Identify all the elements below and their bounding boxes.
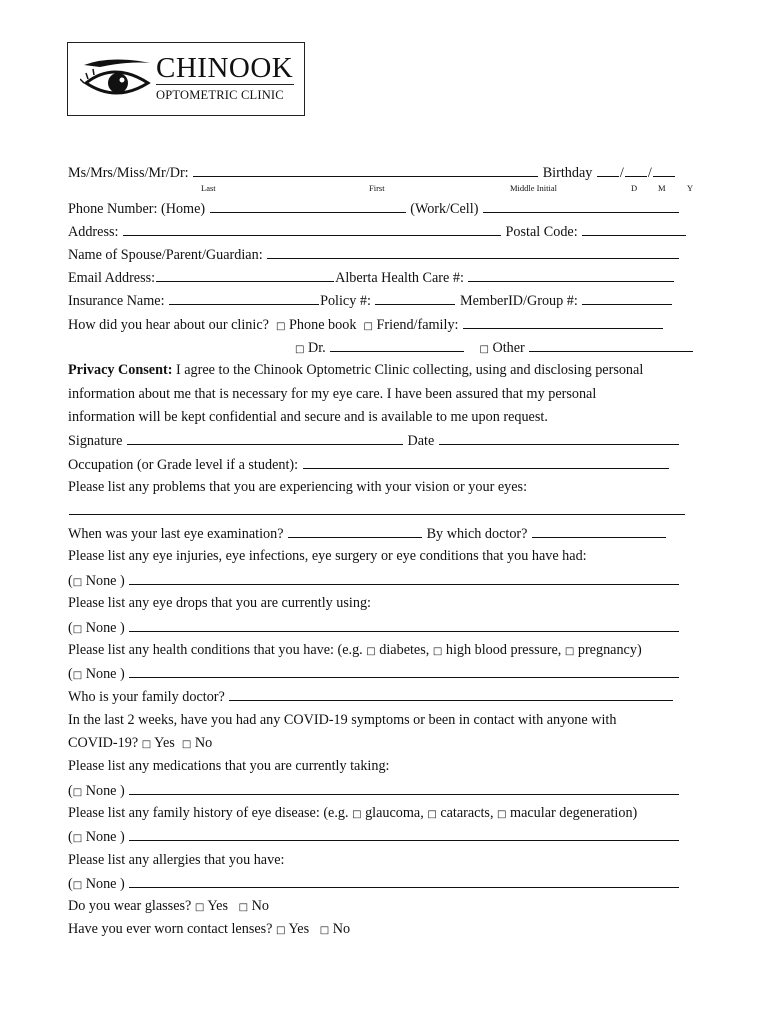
which-doctor-label: By which doctor? xyxy=(426,526,528,542)
spouse-row xyxy=(68,245,680,264)
injuries-field[interactable] xyxy=(129,571,679,585)
member-field[interactable] xyxy=(582,291,672,305)
glasses-label: Do you wear glasses? xyxy=(68,898,192,914)
contacts-no-checkbox[interactable]: □ xyxy=(319,925,330,936)
health-paren: ( xyxy=(68,666,73,682)
injuries-row xyxy=(68,571,680,592)
contacts-no-label: No xyxy=(332,921,351,937)
family-doctor-field[interactable] xyxy=(229,687,673,701)
family-none-label: None ) xyxy=(85,829,125,845)
drops-none-label: None ) xyxy=(85,620,125,636)
covid-row xyxy=(68,734,212,754)
sub-label-year: Y xyxy=(687,183,694,193)
name-label: Ms/Mrs/Miss/Mr/Dr: xyxy=(68,165,189,181)
insurance-field[interactable] xyxy=(169,291,319,305)
sub-label-first: First xyxy=(369,183,385,193)
medications-row xyxy=(68,781,680,802)
sub-label-last: Last xyxy=(201,183,216,193)
health-care-field[interactable] xyxy=(468,268,674,282)
drops-row xyxy=(68,618,680,639)
email-row xyxy=(68,268,675,287)
diabetes-label: diabetes, xyxy=(379,642,430,658)
logo-divider xyxy=(156,84,294,85)
medications-none-label: None ) xyxy=(85,783,125,799)
glasses-row xyxy=(68,897,269,917)
friend-family-field[interactable] xyxy=(463,315,663,329)
allergies-none-checkbox[interactable]: □ xyxy=(72,880,83,891)
medications-paren: ( xyxy=(68,783,73,799)
contacts-yes-checkbox[interactable]: □ xyxy=(276,925,286,936)
health-none-checkbox[interactable]: □ xyxy=(72,670,83,681)
sub-label-middle: Middle Initial xyxy=(510,183,557,193)
postal-code-label: Postal Code: xyxy=(505,224,578,240)
referral-row-2 xyxy=(295,338,694,359)
policy-label: Policy #: xyxy=(320,293,371,309)
address-label: Address: xyxy=(68,224,119,240)
injuries-paren: ( xyxy=(68,573,73,589)
email-label: Email Address: xyxy=(68,270,156,286)
health-none-label: None ) xyxy=(85,666,125,682)
glasses-yes-checkbox[interactable]: □ xyxy=(194,902,205,913)
birthday-year-field[interactable] xyxy=(653,163,675,177)
medications-label: Please list any medications that you are currently taking: xyxy=(68,758,390,774)
allergies-paren: ( xyxy=(68,876,73,892)
phone-home-field[interactable] xyxy=(210,199,406,213)
birthday-label: Birthday xyxy=(542,165,593,181)
injuries-none-label: None ) xyxy=(85,573,125,589)
covid-yes-label: Yes xyxy=(154,735,175,751)
glasses-no-label: No xyxy=(251,898,269,914)
problems-field[interactable] xyxy=(69,501,685,515)
drops-field[interactable] xyxy=(129,618,679,632)
allergies-row xyxy=(68,874,680,895)
clinic-logo xyxy=(67,42,305,116)
contacts-yes-label: Yes xyxy=(288,921,310,937)
macular-degeneration-label: macular degeneration) xyxy=(510,805,638,821)
doctor-referral-checkbox[interactable]: □ xyxy=(295,344,305,355)
phone-book-checkbox[interactable]: □ xyxy=(276,321,286,332)
covid-no-label: No xyxy=(194,735,213,751)
phone-row xyxy=(68,199,680,218)
covid-question-1: In the last 2 weeks, have you had any COVID-19 symptoms or been in contact with anyone with xyxy=(68,712,617,728)
high-blood-pressure-label: high blood pressure, xyxy=(445,642,562,658)
problems-label: Please list any problems that you are experiencing with your vision or your eyes: xyxy=(68,479,528,495)
phone-work-field[interactable] xyxy=(483,199,679,213)
covid-no-checkbox[interactable]: □ xyxy=(181,739,192,750)
allergies-none-label: None ) xyxy=(85,876,125,892)
health-conditions-label: Please list any health conditions that you have: (e.g. xyxy=(68,642,363,658)
member-label: MemberID/Group #: xyxy=(460,293,578,309)
contacts-label: Have you ever worn contact lenses? xyxy=(68,921,273,937)
phone-home-label: Phone Number: (Home) xyxy=(68,201,206,217)
friend-family-label: Friend/family: xyxy=(376,317,459,333)
glaucoma-checkbox[interactable]: □ xyxy=(352,809,362,820)
insurance-row xyxy=(68,291,673,310)
name-row: Ms/Mrs/Miss/Mr/Dr: Birthday / / xyxy=(68,163,676,182)
health-conditions-field[interactable] xyxy=(129,664,679,678)
allergies-label: Please list any allergies that you have: xyxy=(68,852,285,868)
name-field[interactable] xyxy=(193,163,538,177)
medications-field[interactable] xyxy=(129,781,679,795)
eye-logo-icon xyxy=(80,53,156,107)
covid-yes-checkbox[interactable]: □ xyxy=(141,739,152,750)
referral-row xyxy=(68,315,664,336)
occupation-row xyxy=(68,455,670,474)
doctor-referral-label: Dr. xyxy=(308,340,326,356)
consent-text-1: I agree to the Chinook Optometric Clinic collecting, using and disclosing personal xyxy=(172,362,644,378)
policy-field[interactable] xyxy=(375,291,455,305)
family-doctor-label: Who is your family doctor? xyxy=(68,689,225,705)
clinic-name: CHINOOK xyxy=(156,52,294,84)
clinic-subtitle: OPTOMETRIC CLINIC xyxy=(156,88,284,102)
birthday-month-field[interactable] xyxy=(625,163,647,177)
occupation-field[interactable] xyxy=(303,455,669,469)
sub-label-month: M xyxy=(658,183,666,193)
other-referral-checkbox[interactable]: □ xyxy=(479,344,489,355)
phone-book-label: Phone book xyxy=(289,317,357,333)
glasses-yes-label: Yes xyxy=(207,898,229,914)
signature-row xyxy=(68,431,680,450)
sub-label-day: D xyxy=(631,183,638,193)
allergies-field[interactable] xyxy=(129,874,679,888)
drops-label: Please list any eye drops that you are currently using: xyxy=(68,595,371,611)
consent-text-3: information will be kept confidential and secure and is available to me upon request. xyxy=(68,409,548,425)
family-doctor-row xyxy=(68,687,674,706)
insurance-label: Insurance Name: xyxy=(68,293,165,309)
birthday-day-field[interactable] xyxy=(597,163,619,177)
diabetes-checkbox[interactable]: □ xyxy=(366,646,376,657)
last-exam-field[interactable] xyxy=(288,524,422,538)
family-paren: ( xyxy=(68,829,73,845)
covid-question-2: COVID-19? xyxy=(68,735,139,751)
contacts-row xyxy=(68,920,350,940)
health-none-row xyxy=(68,664,680,685)
family-history-row xyxy=(68,804,637,824)
consent-line-1 xyxy=(68,361,643,379)
macular-degeneration-checkbox[interactable]: □ xyxy=(497,809,507,820)
occupation-label: Occupation (or Grade level if a student): xyxy=(68,457,299,473)
injuries-label: Please list any eye injuries, eye infections, eye surgery or eye conditions that you have had: xyxy=(68,548,587,564)
family-none-checkbox[interactable]: □ xyxy=(72,833,83,844)
spouse-field[interactable] xyxy=(267,245,679,259)
spouse-label: Name of Spouse/Parent/Guardian: xyxy=(68,247,263,263)
date-field[interactable] xyxy=(439,431,679,445)
signature-field[interactable] xyxy=(127,431,403,445)
email-field[interactable] xyxy=(156,268,334,282)
health-conditions-row xyxy=(68,641,642,661)
which-doctor-field[interactable] xyxy=(532,524,666,538)
health-care-label: Alberta Health Care #: xyxy=(335,270,464,286)
high-blood-pressure-checkbox[interactable]: □ xyxy=(432,646,443,657)
drops-none-checkbox[interactable]: □ xyxy=(72,624,83,635)
signature-label: Signature xyxy=(68,433,123,449)
phone-work-label: (Work/Cell) xyxy=(410,201,479,217)
cataracts-label: cataracts, xyxy=(440,805,494,821)
glaucoma-label: glaucoma, xyxy=(365,805,424,821)
other-referral-label: Other xyxy=(492,340,525,356)
medications-none-checkbox[interactable]: □ xyxy=(72,787,83,798)
address-row xyxy=(68,222,687,241)
glasses-no-checkbox[interactable]: □ xyxy=(238,902,249,913)
date-label: Date xyxy=(407,433,435,449)
family-none-row xyxy=(68,827,680,848)
consent-text-2: information about me that is necessary for my eye care. I have been assured that my personal xyxy=(68,386,597,402)
last-exam-label: When was your last eye examination? xyxy=(68,526,284,542)
problems-row xyxy=(68,501,686,520)
pregnancy-checkbox[interactable]: □ xyxy=(564,646,575,657)
family-history-label: Please list any family history of eye disease: (e.g. xyxy=(68,805,349,821)
pregnancy-label: pregnancy) xyxy=(577,642,642,658)
injuries-none-checkbox[interactable]: □ xyxy=(72,577,83,588)
other-referral-field[interactable] xyxy=(529,338,693,352)
drops-paren: ( xyxy=(68,620,73,636)
family-history-field[interactable] xyxy=(129,827,679,841)
friend-family-checkbox[interactable]: □ xyxy=(363,321,373,332)
consent-heading: Privacy Consent: xyxy=(68,362,173,378)
last-exam-row xyxy=(68,524,667,543)
referral-question: How did you hear about our clinic? xyxy=(68,317,269,333)
doctor-referral-field[interactable] xyxy=(330,338,464,352)
postal-code-field[interactable] xyxy=(582,222,686,236)
cataracts-checkbox[interactable]: □ xyxy=(427,809,437,820)
address-field[interactable] xyxy=(123,222,501,236)
